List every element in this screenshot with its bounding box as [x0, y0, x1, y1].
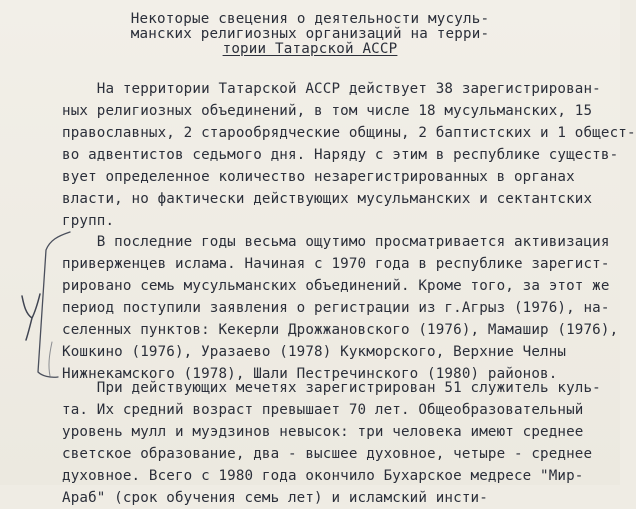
text-line: В последние годы весьма ощутимо просматривается активизация [62, 234, 610, 250]
text-line: власти, но фактически действующих мусульманских и сектантских [62, 191, 593, 207]
text-line: Кошкино (1976), Уразаево (1978) Кукморского, Верхние Челны [62, 344, 567, 360]
text-line: На территории Татарской АССР действует 38 зарегистрирован- [62, 81, 601, 97]
title-line: тории Татарской АССР [222, 41, 398, 57]
title-line: манских религиозных организаций на терри- [130, 26, 490, 42]
text-line: уровень мулл и муэдзинов невысок: три человека имеют среднее [62, 424, 584, 440]
text-line: При действующих мечетях зарегистрирован 51 служитель куль- [62, 380, 601, 396]
text-line: приверженцев ислама. Начиная с 1970 года в республике зарегист- [62, 256, 610, 272]
text-line: период поступили заявления о регистрации из г.Агрыз (1976), на- [62, 300, 610, 316]
text-line: православных, 2 старообрядческие общины, 2 баптистских и 1 общест- [62, 125, 636, 141]
text-line: групп. [62, 213, 115, 229]
text-line: светское образование, два - высшее духовное, четыре - среднее [62, 446, 593, 462]
text-line: рировано семь мусульманских объединений. Кроме того, за этот же [62, 278, 610, 294]
text-line: духовное. Всего с 1980 года окончило Бухарское медресе "Мир- [62, 468, 584, 484]
text-line: ных религиозных объединений, в том числе 18 мусульманских, 15 [62, 103, 593, 119]
text-line: та. Их средний возраст превышает 70 лет. Общеобразовательный [62, 402, 584, 418]
text-line: вует определенное количество незарегистрированных в органах [62, 169, 575, 185]
text-line: Араб" (срок обучения семь лет) и исламский инсти- [62, 490, 488, 506]
text-line: Нижнекамского (1978), Шали Пестречинского (1980) районов. [62, 366, 558, 382]
text-line: во адвентистов седьмого дня. Наряду с этим в республике существ- [62, 147, 619, 163]
text-line: селенных пунктов: Кекерли Дрожжановского (1976), Мамашир (1976), [62, 322, 619, 338]
title-line: Некоторые свецения о деятельности мусуль- [130, 11, 490, 27]
